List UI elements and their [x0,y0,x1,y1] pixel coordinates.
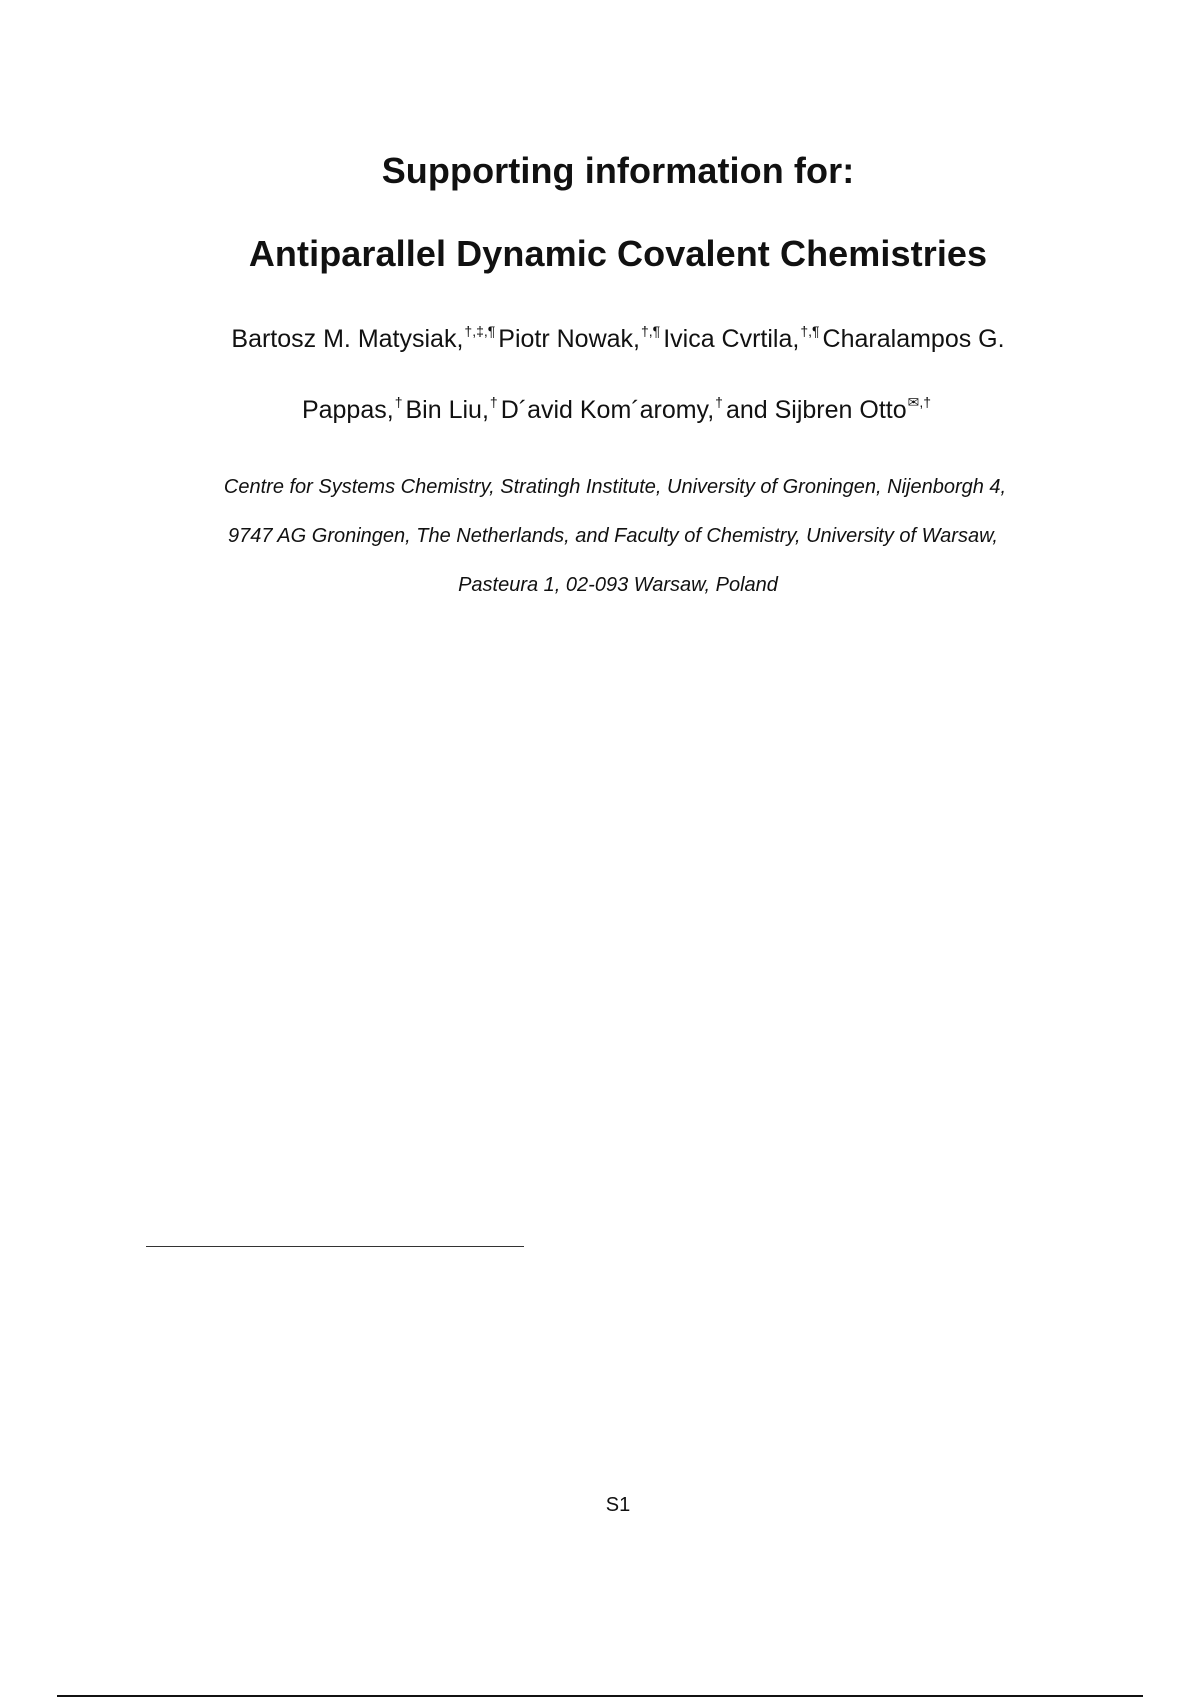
author-affiliation-marks: † [394,394,403,410]
author-list-line-1 [0,325,1200,354]
author-affiliation-marks: †,¶ [641,323,661,339]
affiliation-line-3: Pasteura 1, 02-093 Warsaw, Poland [458,574,778,596]
title-line-2: Antiparallel Dynamic Covalent Chemistries [248,233,988,274]
author-list-line-2 [0,396,1200,425]
author-affiliation-marks: † [489,394,498,410]
author-name: Charalampos G. [822,325,1005,353]
author-affiliation-marks: †,‡,¶ [464,323,496,339]
page-number: S1 [605,1494,631,1516]
corresponding-author-marks: ✉,† [907,394,932,410]
author-name: Pappas, [301,396,394,424]
author-name: and Sijbren Otto [725,396,907,424]
author-name: Ivica Cvrtila, [663,325,800,353]
author-name: Piotr Nowak, [498,325,640,353]
author-affiliation-marks: † [715,394,723,410]
author-name: Bin Liu, [405,396,489,424]
title-line-1: Supporting information for: [381,150,855,191]
author-affiliation-marks: †,¶ [800,323,820,339]
author-name: D´avid Kom´aromy, [500,396,715,424]
page-bottom-border [57,1695,1143,1697]
footnote-separator [146,1246,524,1247]
author-name: Bartosz M. Matysiak, [231,325,464,353]
affiliation-line-2: 9747 AG Groningen, The Netherlands, and Faculty of Chemistry, University of Warsaw, [228,525,998,547]
affiliation-line-1: Centre for Systems Chemistry, Stratingh Institute, University of Groningen, Nijenborgh 4, [223,476,1007,498]
